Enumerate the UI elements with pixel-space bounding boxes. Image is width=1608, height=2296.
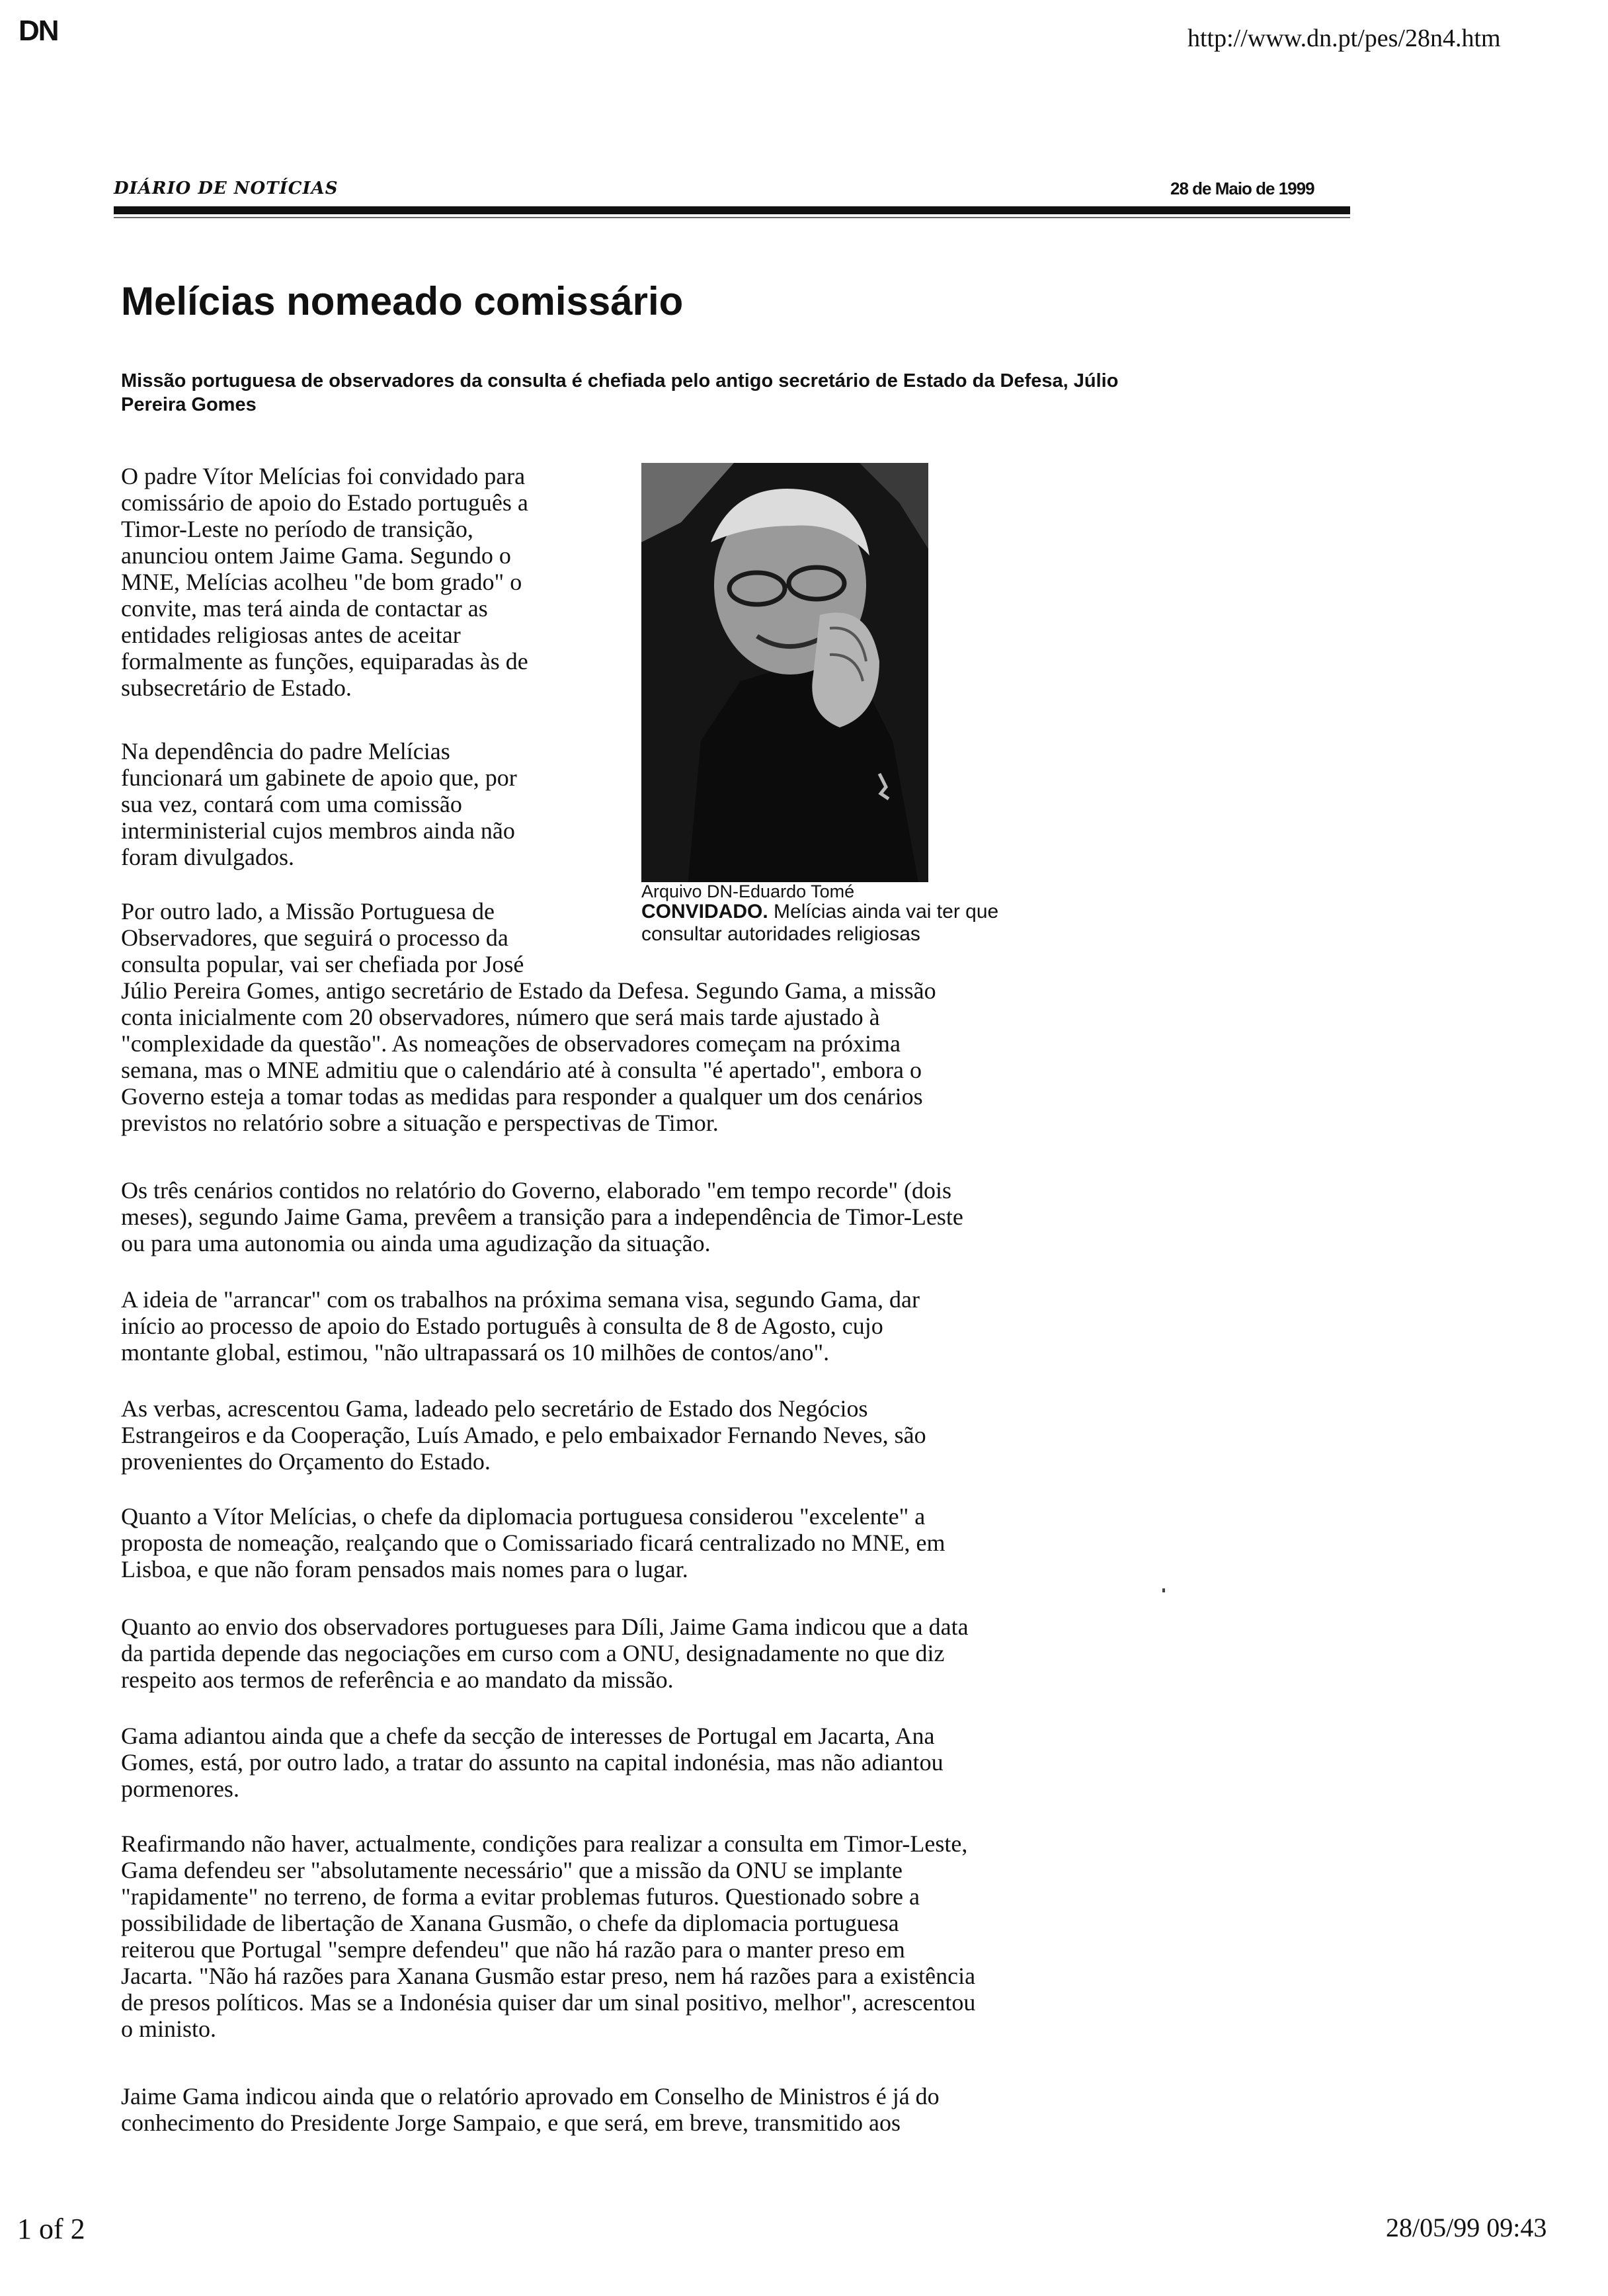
article-paragraph: O padre Vítor Melícias foi convidado para comissário de apoio do Estado português a Timor-Leste no período de transição, anunciou ontem Jaime Gama. Segundo o MNE, Melícias acolheu "de bom grado" o convite, mas terá ainda de contactar as entidades religiosas antes de aceitar formalmente as funções, equiparadas às de subsecretário de Estado. — [121, 463, 528, 701]
article-paragraph: Quanto a Vítor Melícias, o chefe da diplomacia portuguesa considerou "excelente" a proposta de nomeação, realçando que o Comissariado ficará centralizado no MNE, em Lisboa, e que não foram pensados mais nomes para o lugar. — [121, 1503, 945, 1582]
newspaper-masthead: DIÁRIO DE NOTÍCIAS — [114, 179, 339, 198]
article-paragraph: A ideia de "arrancar" com os trabalhos na próxima semana visa, segundo Gama, dar início ao processo de apoio do Estado português à consulta de 8 de Agosto, cujo montante global, estimou, "não ultrapassará os 10 milhões de contos/ano". — [121, 1286, 920, 1366]
header-rule — [114, 206, 1350, 214]
article-photo — [641, 463, 928, 882]
publication-date: 28 de Maio de 1999 — [1170, 179, 1314, 198]
print-timestamp: 28/05/99 09:43 — [1386, 2213, 1547, 2242]
article-paragraph: Quanto ao envio dos observadores portugueses para Díli, Jaime Gama indicou que a data da partida depende das negociações em curso com a ONU, designadamente no que diz respeito aos termos de referência e ao mandato da missão. — [121, 1614, 969, 1693]
photo-credit: Arquivo DN-Eduardo Tomé — [641, 882, 855, 901]
scan-speck — [1162, 1588, 1165, 1592]
header-rule-thin — [114, 217, 1350, 218]
photo-caption — [641, 901, 1051, 946]
page-url: http://www.dn.pt/pes/28n4.htm — [1187, 24, 1501, 52]
article-paragraph: Na dependência do padre Melícias funcionará um gabinete de apoio que, por sua vez, contará com uma comissão interministerial cujos membros ainda não foram divulgados. — [121, 738, 517, 870]
corner-tag: DN — [19, 15, 58, 47]
article-paragraph: As verbas, acrescentou Gama, ladeado pelo secretário de Estado dos Negócios Estrangeiros e da Cooperação, Luís Amado, e pelo embaixador Fernando Neves, são provenientes do Orçamento do Estado. — [121, 1395, 926, 1475]
article-paragraph: Jaime Gama indicou ainda que o relatório aprovado em Conselho de Ministros é já do conhecimento do Presidente Jorge Sampaio, e que será, em breve, transmitido aos — [121, 2083, 940, 2136]
caption-label: CONVIDADO. — [641, 901, 768, 922]
article-paragraph: Gama adiantou ainda que a chefe da secção de interesses de Portugal em Jacarta, Ana Gomes, está, por outro lado, a tratar do assunto na capital indonésia, mas não adiantou pormenores. — [121, 1723, 944, 1802]
page-number: 1 of 2 — [17, 2213, 85, 2245]
article-lead: Missão portuguesa de observadores da consulta é chefiada pelo antigo secretário de Estado da Defesa, Júlio Pereira Gomes — [121, 370, 1119, 415]
article-headline: Melícias nomeado comissário — [121, 279, 684, 323]
article-paragraph: Por outro lado, a Missão Portuguesa de Observadores, que seguirá o processo da consulta popular, vai ser chefiada por José Júlio Pereira Gomes, antigo secretário de Estado da Defesa. Segundo Gama, a missão conta inicialmente com 20 observadores, número que será mais tarde ajustado à "complexidade da questão". As nomeações de observadores começam na próxima semana, mas o MNE admitiu que o calendário até à consulta "é apertado", embora o Governo esteja a tomar todas as medidas para responder a qualquer um dos cenários previstos no relatório sobre a situação e perspectivas de Timor. — [121, 898, 936, 1136]
caption-text: Melícias ainda vai ter que consultar autoridades religiosas — [641, 901, 999, 945]
article-paragraph: Os três cenários contidos no relatório do Governo, elaborado "em tempo recorde" (dois meses), segundo Jaime Gama, prevêem a transição para a independência de Timor-Leste ou para uma autonomia ou ainda uma agudização da situação. — [121, 1177, 963, 1256]
article-paragraph: Reafirmando não haver, actualmente, condições para realizar a consulta em Timor-Leste, Gama defendeu ser "absolutamente necessário" que a missão da ONU se implante "rapidamente" no terreno, de forma a evitar problemas futuros. Questionado sobre a possibilidade de libertação de Xanana Gusmão, o chefe da diplomacia portuguesa reiterou que Portugal "sempre defendeu" que não há razão para o manter preso em Jacarta. "Não há razões para Xanana Gusmão estar preso, nem há razões para a existência de presos políticos. Mas se a Indonésia quiser dar um sinal positivo, melhor", acrescentou o ministo. — [121, 1830, 976, 2042]
